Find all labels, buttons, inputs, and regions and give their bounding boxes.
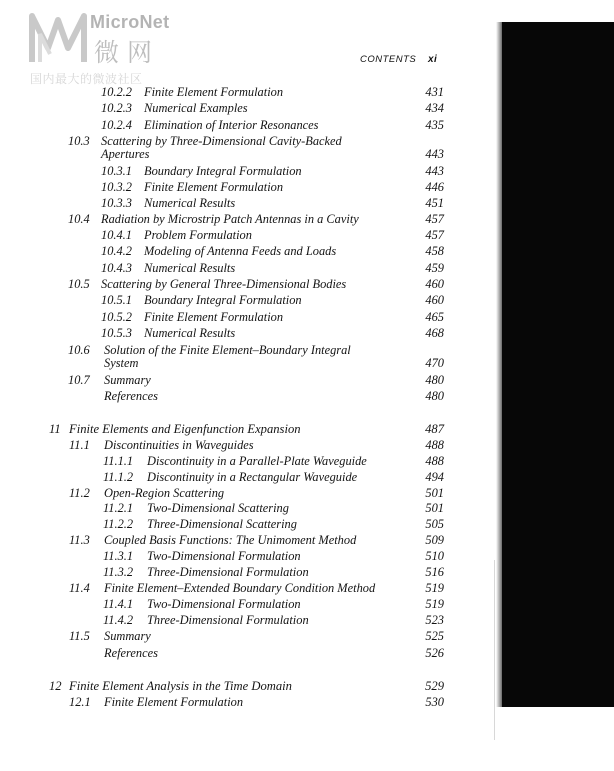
toc-number: 10.3.3 xyxy=(101,196,132,210)
toc-title: Summary xyxy=(104,373,151,387)
toc-title: Numerical Results xyxy=(144,326,236,340)
toc-page: 460 xyxy=(425,277,444,291)
toc-page: 488 xyxy=(425,454,444,468)
toc-page: 446 xyxy=(425,180,444,194)
toc-title: Discontinuity in a Rectangular Waveguide xyxy=(147,470,358,484)
toc-number: 10.4.3 xyxy=(101,261,132,275)
toc-number: 11.4.2 xyxy=(103,613,134,627)
scan-fold-line xyxy=(494,560,495,740)
toc-title: Finite Element Formulation xyxy=(144,180,284,194)
toc-page: 457 xyxy=(425,228,444,242)
toc-number: 10.2.4 xyxy=(101,118,132,132)
toc-page: 530 xyxy=(425,695,444,709)
toc-number: 11.5 xyxy=(69,629,90,643)
toc-page: 501 xyxy=(425,501,444,515)
toc-page: 487 xyxy=(425,422,444,436)
toc-number: 11.3.1 xyxy=(103,549,134,563)
toc-page: 459 xyxy=(425,261,444,275)
scan-edge xyxy=(502,22,614,707)
toc-title: Boundary Integral Formulation xyxy=(144,164,302,178)
toc-number: 10.4.2 xyxy=(101,244,132,258)
toc-page: 434 xyxy=(425,101,444,115)
toc-title: Finite Element Formulation xyxy=(144,310,284,324)
toc-number: 12 xyxy=(49,679,62,693)
toc-title: Open-Region Scattering xyxy=(104,486,225,500)
toc-number: 11.1 xyxy=(69,438,90,452)
toc-title: Finite Elements and Eigenfunction Expansion xyxy=(69,422,301,436)
toc-title: Discontinuities in Waveguides xyxy=(104,438,254,452)
micronet-logo-icon xyxy=(28,8,88,66)
toc-number: 10.3.2 xyxy=(101,180,132,194)
toc-number: 10.4.1 xyxy=(101,228,132,242)
toc-number: 10.2.3 xyxy=(101,101,132,115)
toc-page: 431 xyxy=(425,85,444,99)
toc-page: 460 xyxy=(425,293,444,307)
toc-title: Summary xyxy=(104,629,151,643)
toc-title: Three-Dimensional Scattering xyxy=(147,517,297,531)
watermark-cn: 微网 xyxy=(94,38,161,67)
toc-page: 480 xyxy=(425,389,444,403)
toc-title: Discontinuity in a Parallel-Plate Waveguide xyxy=(147,454,367,468)
toc-title: Problem Formulation xyxy=(144,228,252,242)
watermark xyxy=(28,8,188,88)
toc-title: Coupled Basis Functions: The Unimoment Method xyxy=(104,533,357,547)
toc-title: Three-Dimensional Formulation xyxy=(147,613,309,627)
toc-page: 443 xyxy=(425,164,444,178)
toc-number: 10.6 xyxy=(68,343,90,357)
toc-title: Two-Dimensional Scattering xyxy=(147,501,289,515)
toc-page: 465 xyxy=(425,310,444,324)
toc-title: Numerical Results xyxy=(144,261,236,275)
watermark-brand: MicroNet xyxy=(90,12,170,32)
toc-title: Finite Element Analysis in the Time Domain xyxy=(69,679,292,693)
toc-page: 501 xyxy=(425,486,444,500)
toc-page: 468 xyxy=(425,326,444,340)
running-header-page-number: xi xyxy=(428,54,438,65)
watermark-tagline: 国内最大的微波社区 xyxy=(30,72,143,86)
toc-title: System xyxy=(104,356,139,370)
toc-page: 451 xyxy=(425,196,444,210)
toc-title: Scattering by Three-Dimensional Cavity-Backed xyxy=(101,134,342,148)
toc-page: 488 xyxy=(425,438,444,452)
toc-number: 10.3.1 xyxy=(101,164,132,178)
toc-page: 443 xyxy=(425,147,444,161)
toc-page: 519 xyxy=(425,581,444,595)
toc-page: 494 xyxy=(425,470,444,484)
toc-number: 11 xyxy=(49,422,61,436)
toc-title: Finite Element Formulation xyxy=(144,85,284,99)
toc-title: Elimination of Interior Resonances xyxy=(144,118,319,132)
toc-title: Solution of the Finite Element–Boundary Integral xyxy=(104,343,351,357)
toc-title: Modeling of Antenna Feeds and Loads xyxy=(144,244,337,258)
toc-number: 10.5.2 xyxy=(101,310,132,324)
toc-title: Apertures xyxy=(101,147,150,161)
toc-number: 10.3 xyxy=(68,134,90,148)
toc-title: References xyxy=(104,646,158,660)
toc-number: 11.1.1 xyxy=(103,454,134,468)
toc-page: 516 xyxy=(425,565,444,579)
toc-title: Boundary Integral Formulation xyxy=(144,293,302,307)
toc-number: 11.3.2 xyxy=(103,565,134,579)
toc-page: 435 xyxy=(425,118,444,132)
toc-number: 10.7 xyxy=(68,373,90,387)
toc-number: 10.2.2 xyxy=(101,85,132,99)
toc-page: 509 xyxy=(425,533,444,547)
toc-page: 510 xyxy=(425,549,444,563)
toc-title: Two-Dimensional Formulation xyxy=(147,549,301,563)
toc-title: Three-Dimensional Formulation xyxy=(147,565,309,579)
running-header-label: CONTENTS xyxy=(360,54,417,65)
toc-number: 11.2.2 xyxy=(103,517,134,531)
toc-number: 11.2.1 xyxy=(103,501,134,515)
toc-number: 11.2 xyxy=(69,486,90,500)
toc-number: 11.3 xyxy=(69,533,90,547)
toc-title: Scattering by General Three-Dimensional Bodies xyxy=(101,277,347,291)
toc-page: 480 xyxy=(425,373,444,387)
toc-number: 10.5 xyxy=(68,277,90,291)
toc-number: 11.4.1 xyxy=(103,597,134,611)
toc-page: 525 xyxy=(425,629,444,643)
toc-title: Finite Element–Extended Boundary Condition Method xyxy=(104,581,376,595)
toc-title: References xyxy=(104,389,158,403)
toc-number: 11.4 xyxy=(69,581,90,595)
toc-page: 458 xyxy=(425,244,444,258)
toc-page: 457 xyxy=(425,212,444,226)
toc-title: Numerical Examples xyxy=(144,101,248,115)
toc-title: Numerical Results xyxy=(144,196,236,210)
toc-title: Radiation by Microstrip Patch Antennas in a Cavity xyxy=(101,212,359,226)
toc-number: 10.4 xyxy=(68,212,90,226)
toc-number: 12.1 xyxy=(69,695,91,709)
toc-page: 529 xyxy=(425,679,444,693)
toc-page: 519 xyxy=(425,597,444,611)
toc-number: 10.5.1 xyxy=(101,293,132,307)
toc-page: 470 xyxy=(425,356,444,370)
toc-page: 523 xyxy=(425,613,444,627)
toc-number: 10.5.3 xyxy=(101,326,132,340)
toc-title: Finite Element Formulation xyxy=(104,695,244,709)
toc-title: Two-Dimensional Formulation xyxy=(147,597,301,611)
toc-page: 505 xyxy=(425,517,444,531)
toc-number: 11.1.2 xyxy=(103,470,134,484)
toc-page: 526 xyxy=(425,646,444,660)
